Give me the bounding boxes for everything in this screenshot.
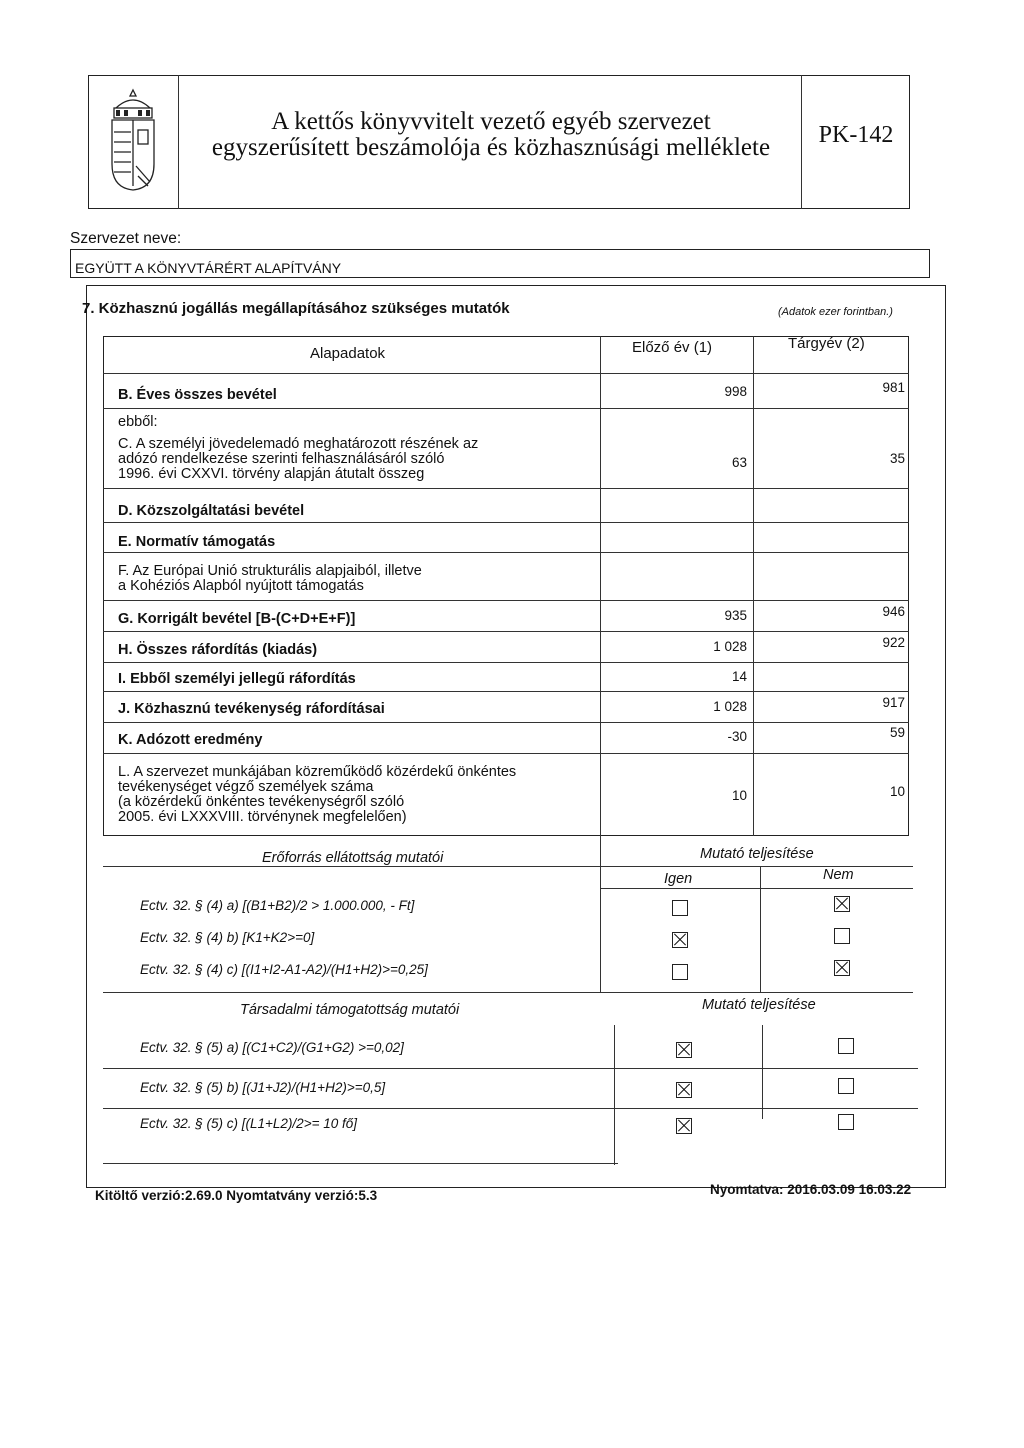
row-k-prev: -30 bbox=[727, 729, 747, 744]
unit-note: (Adatok ezer forintban.) bbox=[778, 306, 893, 318]
row-j-prev: 1 028 bbox=[713, 699, 747, 714]
org-name-field bbox=[70, 249, 930, 278]
row-f-line2: a Kohéziós Alapból nyújtott támogatás bbox=[118, 578, 364, 594]
row-c-curr: 35 bbox=[889, 451, 905, 466]
row-divider bbox=[103, 1108, 918, 1109]
yes-checkbox[interactable] bbox=[676, 1042, 692, 1058]
row-g-prev: 935 bbox=[724, 608, 747, 623]
no-checkbox[interactable] bbox=[834, 896, 850, 912]
row-l-prev: 10 bbox=[731, 788, 747, 803]
row-h-label: H. Összes ráfordítás (kiadás) bbox=[118, 642, 318, 658]
resource-indicator-label: Ectv. 32. § (4) a) [(B1+B2)/2 > 1.000.000, - Ft] bbox=[140, 898, 415, 913]
row-l-line4: 2005. évi LXXXVIII. törvénynek megfelelően) bbox=[118, 809, 407, 825]
row-l-line1: L. A szervezet munkájában közreműködő közérdekű önkéntes bbox=[118, 764, 517, 780]
yes-checkbox[interactable] bbox=[676, 1082, 692, 1098]
form-title-line1: A kettős könyvvitelt vezető egyéb szervezet bbox=[271, 108, 711, 135]
resources-header: Erőforrás ellátottság mutatói bbox=[262, 850, 444, 866]
row-h-curr: 922 bbox=[882, 635, 905, 650]
social-indicator-label: Ectv. 32. § (5) c) [(L1+L2)/2>= 10 fő] bbox=[140, 1116, 357, 1131]
no-checkbox[interactable] bbox=[834, 960, 850, 976]
yes-checkbox[interactable] bbox=[672, 964, 688, 980]
row-d-label: D. Közszolgáltatási bevétel bbox=[118, 503, 305, 519]
row-g-label: G. Korrigált bevétel [B-(C+D+E+F)] bbox=[118, 611, 356, 627]
row-j-label: J. Közhasznú tevékenység ráfordításai bbox=[118, 701, 385, 717]
row-b-label: B. Éves összes bevétel bbox=[118, 387, 277, 403]
row-c-line3: 1996. évi CXXVI. törvény alapján átutalt összeg bbox=[118, 466, 425, 482]
ebbol-label: ebből: bbox=[118, 414, 158, 430]
no-checkbox[interactable] bbox=[834, 928, 850, 944]
row-c-line2: adózó rendelkezése szerinti felhasználásáról szóló bbox=[118, 451, 445, 467]
row-i-prev: 14 bbox=[731, 669, 747, 684]
social-fulfil-header: Mutató teljesítése bbox=[702, 997, 816, 1013]
row-f-line1: F. Az Európai Unió strukturális alapjaiból, illetve bbox=[118, 563, 422, 579]
form-code: PK-142 bbox=[818, 122, 894, 148]
section-title: 7. Közhasznú jogállás megállapításához szükséges mutatók bbox=[82, 300, 510, 317]
social-indicator-label: Ectv. 32. § (5) b) [(J1+J2)/(H1+H2)>=0,5] bbox=[140, 1080, 386, 1095]
no-checkbox[interactable] bbox=[838, 1038, 854, 1054]
resources-fulfil-header: Mutató teljesítése bbox=[700, 846, 814, 862]
yes-checkbox[interactable] bbox=[676, 1118, 692, 1134]
print-date: Nyomtatva: 2016.03.09 16.03.22 bbox=[710, 1182, 912, 1197]
yes-checkbox[interactable] bbox=[672, 932, 688, 948]
version-info: Kitöltő verzió:2.69.0 Nyomtatvány verzió:5.3 bbox=[95, 1188, 378, 1203]
col-header-base: Alapadatok bbox=[310, 345, 386, 362]
row-l-curr: 10 bbox=[889, 784, 905, 799]
row-k-label: K. Adózott eredmény bbox=[118, 732, 263, 748]
col-header-prev: Előző év (1) bbox=[632, 339, 713, 356]
row-divider bbox=[103, 1068, 918, 1069]
resource-indicator-label: Ectv. 32. § (4) b) [K1+K2>=0] bbox=[140, 930, 315, 945]
row-g-curr: 946 bbox=[882, 604, 905, 619]
row-i-label: I. Ebből személyi jellegű ráfordítás bbox=[118, 671, 356, 687]
resource-indicator-label: Ectv. 32. § (4) c) [(I1+I2-A1-A2)/(H1+H2)>=0,25] bbox=[140, 962, 428, 977]
no-header: Nem bbox=[823, 867, 854, 883]
yes-header: Igen bbox=[664, 871, 693, 887]
org-name-label: Szervezet neve: bbox=[70, 230, 182, 247]
social-header: Társadalmi támogatottság mutatói bbox=[240, 1002, 460, 1018]
row-c-prev: 63 bbox=[731, 455, 747, 470]
col-header-curr: Tárgyév (2) bbox=[788, 335, 865, 352]
row-l-line2: tevékenységet végző személyek száma bbox=[118, 779, 374, 795]
org-name-value: EGYÜTT A KÖNYVTÁRÉRT ALAPÍTVÁNY bbox=[75, 260, 342, 276]
form-title-line2: egyszerűsített beszámolója és közhasznúsági melléklete bbox=[211, 134, 771, 161]
row-k-curr: 59 bbox=[889, 725, 905, 740]
row-l-line3: (a közérdekű önkéntes tevékenységről szóló bbox=[118, 794, 405, 810]
no-checkbox[interactable] bbox=[838, 1114, 854, 1130]
row-b-curr: 981 bbox=[882, 380, 905, 395]
coat-of-arms-icon bbox=[104, 86, 162, 196]
row-j-curr: 917 bbox=[882, 695, 905, 710]
yes-checkbox[interactable] bbox=[672, 900, 688, 916]
row-e-label: E. Normatív támogatás bbox=[118, 534, 276, 550]
no-checkbox[interactable] bbox=[838, 1078, 854, 1094]
row-h-prev: 1 028 bbox=[713, 639, 747, 654]
social-indicator-label: Ectv. 32. § (5) a) [(C1+C2)/(G1+G2) >=0,02] bbox=[140, 1040, 404, 1055]
row-c-line1: C. A személyi jövedelemadó meghatározott részének az bbox=[118, 436, 479, 452]
row-b-prev: 998 bbox=[724, 384, 747, 399]
